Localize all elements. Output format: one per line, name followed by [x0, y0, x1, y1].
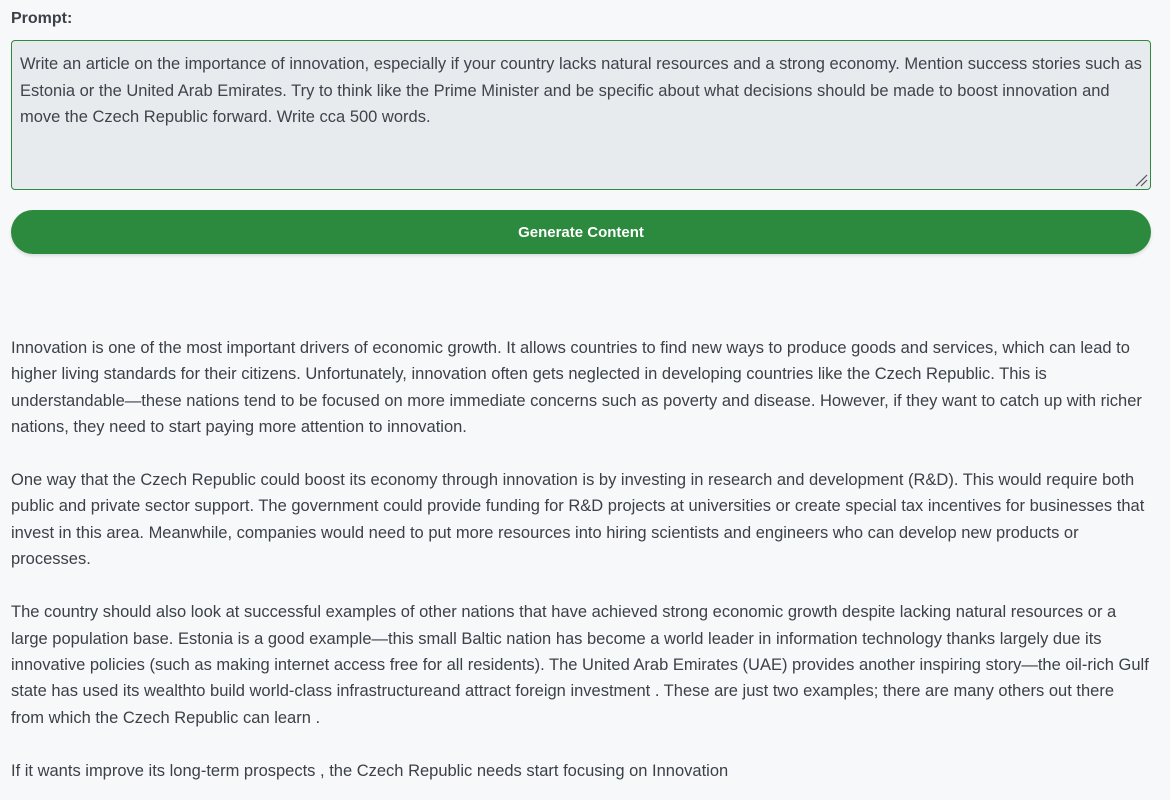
article-paragraph: The country should also look at successful examples of other nations that have achieved strong economic growth despite lacking natural resources or a large population base. Estonia is a good example—this small Baltic nation has become a world leader in information technology thanks largely due its innovative policies (such as making internet access free for all residents). The United Arab Emirates (UAE) provides another inspiring story—the oil-rich Gulf state has used its wealthto build world-class infrastructureand attract foreign investment . These are just two examples; there are many others out there from which the Czech Republic can learn .	[11, 603, 1149, 727]
article-paragraph: If it wants improve its long-term prospects , the Czech Republic needs start focusing on Innovation	[11, 761, 729, 780]
generated-article	[11, 335, 1151, 800]
generate-content-button[interactable]: Generate Content	[11, 210, 1151, 254]
prompt-textarea[interactable]	[11, 40, 1151, 190]
article-paragraph: Innovation is one of the most important drivers of economic growth. It allows countries to find new ways to produce goods and services, which can lead to higher living standards for their citizens. Unfortunately, innovation often gets neglected in developing countries like the Czech Republic. This is understandable—these nations tend to be focused on more immediate concerns such as poverty and disease. However, if they want to catch up with richer nations, they need to start paying more attention to innovation.	[11, 339, 1142, 436]
resize-handle-icon[interactable]	[1134, 173, 1148, 187]
prompt-label: Prompt:	[11, 10, 73, 27]
article-paragraph: One way that the Czech Republic could boost its economy through innovation is by investing in research and development (R&D). This would require both public and private sector support. The government could provide funding for R&D projects at universities or create special tax incentives for businesses that invest in this area. Meanwhile, companies would need to put more resources into hiring scientists and engineers who can develop new products or processes.	[11, 471, 1145, 569]
prompt-text[interactable]: Write an article on the importance of innovation, especially if your country lacks natural resources and a strong economy. Mention success stories such as Estonia or the United Arab Emirates. Try to think like the Prime Minister and be specific about what decisions should be made to boost innovation and move the Czech Republic forward. Write cca 500 words.	[20, 55, 1142, 126]
